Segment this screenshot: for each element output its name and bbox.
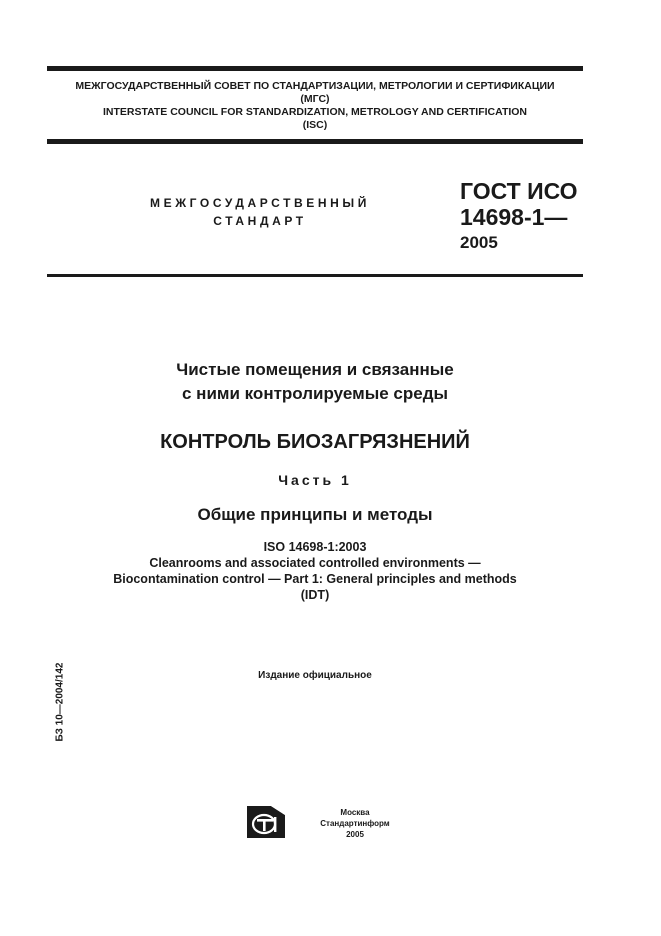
standard-code-line1: ГОСТ ИСО [460,178,578,204]
title-line1: Чистые помещения и связанные [176,360,454,379]
standard-type-line2: СТАНДАРТ [213,214,307,228]
side-code: БЗ 10—2004/142 [54,662,66,742]
publisher-block [318,807,392,840]
subtitle: Общие принципы и методы [197,505,433,524]
publisher-city: Москва [340,808,370,817]
part-label: Часть 1 [278,472,352,488]
top-rule [47,66,583,71]
iso-ref: ISO 14698-1:2003 [263,540,367,554]
publisher-logo-icon [247,806,285,838]
iso-idt: (IDT) [300,588,330,602]
iso-en-line1: Cleanrooms and associated controlled environments — [149,556,481,570]
header-bottom-rule [47,139,583,144]
council-en [47,106,583,132]
standard-code-line2: 14698-1— [460,204,568,230]
council-en-line1: INTERSTATE COUNCIL FOR STANDARDIZATION, METROLOGY AND CERTIFICATION [102,106,528,118]
publisher-name: Стандартинформ [320,819,390,828]
council-en-line2: (ISC) [302,119,328,131]
standard-code-year: 2005 [460,233,498,252]
title-line2: с ними контролируемые среды [182,384,448,403]
iso-en-line2: Biocontamination control — Part 1: General principles and methods [113,572,517,586]
standard-type-line1: МЕЖГОСУДАРСТВЕННЫЙ [150,196,370,210]
council-ru-line1: МЕЖГОСУДАРСТВЕННЫЙ СОВЕТ ПО СТАНДАРТИЗАЦИИ, МЕТРОЛОГИИ И СЕРТИФИКАЦИИ [75,80,555,92]
standard-type [120,194,400,230]
title-block [47,358,583,406]
standard-code [460,178,578,256]
council-ru [47,80,583,106]
publisher-year: 2005 [346,830,364,839]
mid-rule [47,274,583,277]
council-ru-line2: (МГС) [300,93,330,105]
edition-label: Издание официальное [258,670,372,681]
iso-reference [47,539,583,603]
main-title: КОНТРОЛЬ БИОЗАГРЯЗНЕНИЙ [160,431,470,453]
